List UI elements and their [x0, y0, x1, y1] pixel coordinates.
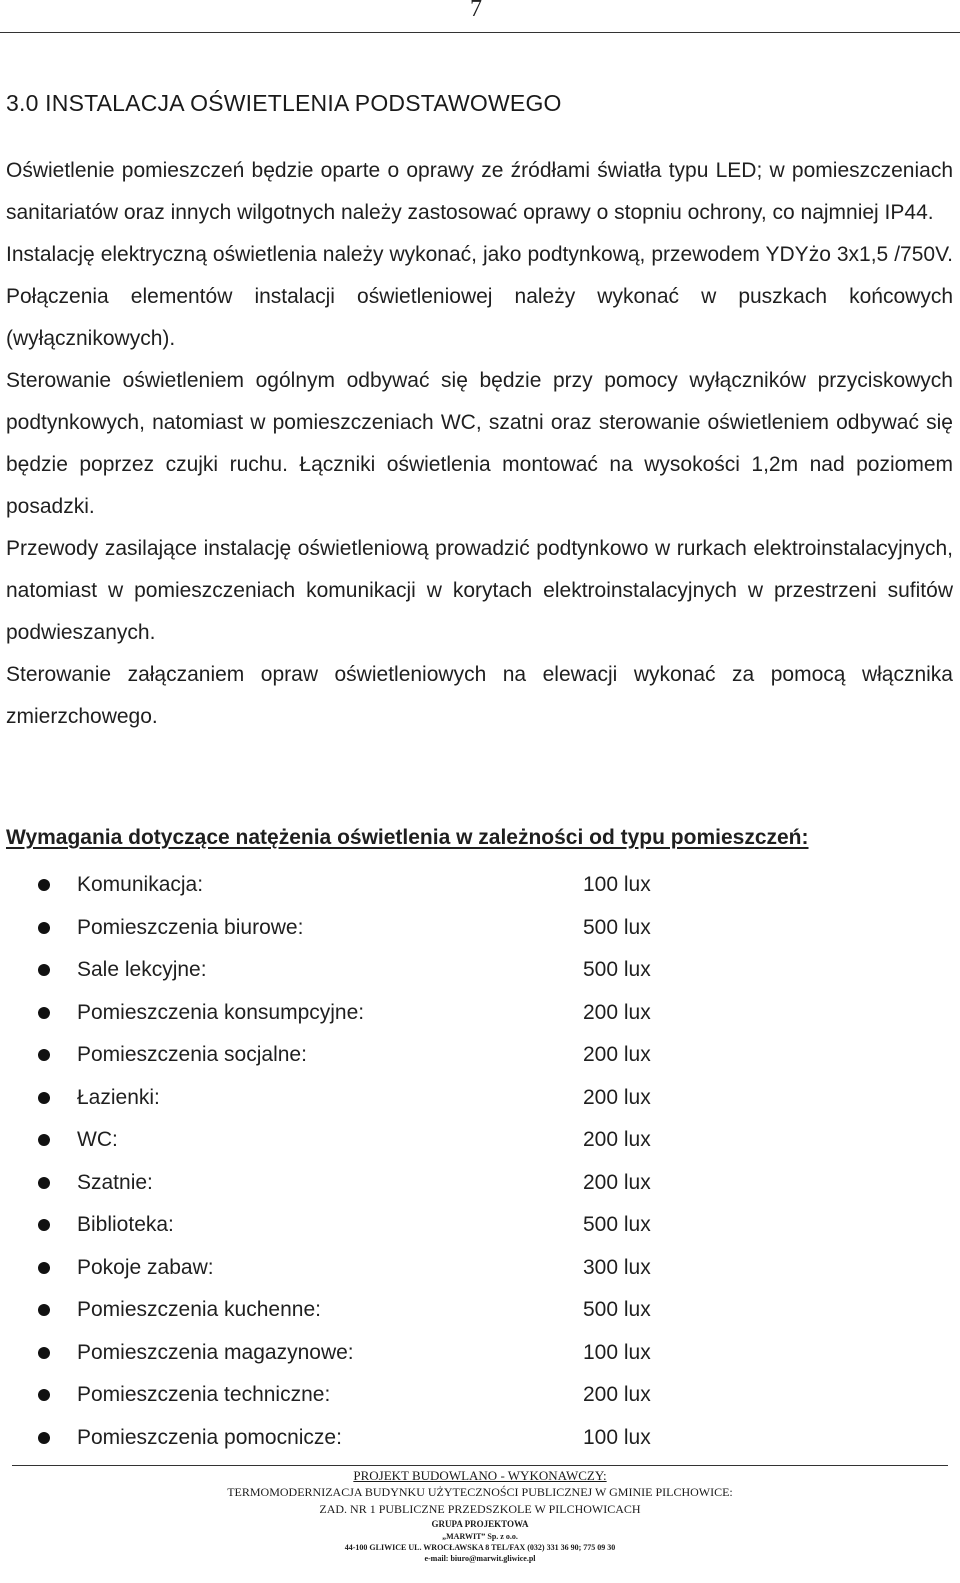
list-item: [0, 1247, 960, 1290]
room-type: Pomieszczenia magazynowe:: [77, 1340, 354, 1364]
footer-task: ZAD. NR 1 PUBLICZNE PRZEDSZKOLE W PILCHOWICACH: [319, 1502, 641, 1516]
bullet-icon: [38, 1389, 50, 1401]
page-number: 7: [470, 0, 482, 22]
lux-value: 200 lux: [583, 1170, 651, 1194]
bullet-icon: [38, 879, 50, 891]
header-rule: [0, 32, 960, 33]
room-type: Pomieszczenia konsumpcyjne:: [77, 1000, 365, 1024]
lux-value: 200 lux: [583, 1128, 651, 1151]
list-item: [0, 992, 960, 1035]
room-type: WC:: [77, 1128, 118, 1151]
list-item: [0, 1034, 960, 1077]
list-item: [0, 1417, 960, 1460]
lux-value: 100 lux: [583, 1340, 651, 1364]
lux-value: 200 lux: [583, 1085, 651, 1109]
lux-value: 500 lux: [583, 915, 651, 939]
list-item: [0, 949, 960, 992]
lux-value: 200 lux: [583, 1383, 651, 1406]
bullet-icon: [38, 1177, 50, 1189]
bullet-icon: [38, 1049, 50, 1061]
body-text: [6, 150, 953, 738]
footer-group: GRUPA PROJEKTOWA: [431, 1519, 529, 1529]
list-item: [0, 1332, 960, 1375]
footer-address: 44-100 GLIWICE UL. WROCŁAWSKA 8 TEL/FAX (032) 331 36 90; 775 09 30: [344, 1543, 616, 1552]
paragraph-facade: Sterowanie załączaniem opraw oświetleniowych na elewacji wykonać za pomocą włącznika zmierzchowego.: [6, 663, 953, 728]
paragraph-installation: Instalację elektryczną oświetlenia należy wykonać, jako podtynkową, przewodem YDYżo 3x1,5 /750V. Połączenia elementów instalacji oświetleniowej należy wykonać w puszkach końcowych (wyłącznikowych).: [6, 243, 953, 350]
bullet-icon: [38, 1262, 50, 1274]
footer-project-name: TERMOMODERNIZACJA BUDYNKU UŻYTECZNOŚCI PUBLICZNEJ W GMINIE PILCHOWICE:: [227, 1485, 733, 1499]
lux-value: 500 lux: [583, 1213, 651, 1236]
bullet-icon: [38, 1134, 50, 1146]
list-item: [0, 907, 960, 950]
bullet-icon: [38, 1007, 50, 1019]
list-item: [0, 1119, 960, 1162]
room-type: Pokoje zabaw:: [77, 1255, 214, 1279]
lux-value: 300 lux: [583, 1255, 651, 1279]
bullet-icon: [38, 964, 50, 976]
lux-value: 500 lux: [583, 958, 651, 981]
list-item: [0, 1162, 960, 1205]
list-item: [0, 1077, 960, 1120]
lux-value: 500 lux: [583, 1298, 651, 1321]
requirements-title: Wymagania dotyczące natężenia oświetlenia w zależności od typu pomieszczeń:: [6, 826, 809, 849]
room-type: Szatnie:: [77, 1170, 153, 1194]
bullet-icon: [38, 1347, 50, 1359]
room-type: Pomieszczenia pomocnicze:: [77, 1425, 342, 1449]
lux-value: 100 lux: [583, 1425, 651, 1449]
list-item: [0, 1289, 960, 1332]
page-footer: [0, 1467, 960, 1564]
list-item: [0, 1204, 960, 1247]
footer-company: „MARWIT” Sp. z o.o.: [442, 1532, 518, 1541]
room-type: Sale lekcyjne:: [77, 958, 207, 981]
footer-project-type: PROJEKT BUDOWLANO - WYKONAWCZY:: [353, 1468, 607, 1483]
footer-email: e-mail: biuro@marwit.gliwice.pl: [424, 1554, 536, 1563]
room-type: Pomieszczenia socjalne:: [77, 1043, 307, 1066]
footer-rule: [12, 1465, 948, 1466]
room-type: Łazienki:: [77, 1085, 160, 1109]
room-type: Komunikacja:: [77, 873, 204, 896]
bullet-icon: [38, 922, 50, 934]
list-item: [0, 1374, 960, 1417]
section-title: 3.0 INSTALACJA OŚWIETLENIA PODSTAWOWEGO: [6, 90, 562, 116]
lux-value: 200 lux: [583, 1000, 651, 1024]
room-type: Biblioteka:: [77, 1213, 174, 1236]
bullet-icon: [38, 1092, 50, 1104]
lux-value: 100 lux: [583, 873, 651, 896]
list-item: [0, 864, 960, 907]
requirements-list: [0, 864, 960, 1459]
bullet-icon: [38, 1219, 50, 1231]
room-type: Pomieszczenia techniczne:: [77, 1383, 331, 1406]
lux-value: 200 lux: [583, 1043, 651, 1066]
paragraph-lighting-fixtures: Oświetlenie pomieszczeń będzie oparte o oprawy ze źródłami światła typu LED; w pomieszczeniach sanitariatów oraz innych wilgotnych należy zastosować oprawy o stopniu ochrony, co najmniej IP44.: [6, 159, 953, 224]
bullet-icon: [38, 1304, 50, 1316]
paragraph-wiring: Przewody zasilające instalację oświetleniową prowadzić podtynkowo w rurkach elektroinstalacyjnych, natomiast w pomieszczeniach komunikacji w korytach elektroinstalacyjnych w przestrzeni sufitów podwieszanych.: [6, 537, 953, 644]
bullet-icon: [38, 1432, 50, 1444]
room-type: Pomieszczenia biurowe:: [77, 915, 304, 939]
room-type: Pomieszczenia kuchenne:: [77, 1298, 321, 1321]
paragraph-control: Sterowanie oświetleniem ogólnym odbywać się będzie przy pomocy wyłączników przyciskowych podtynkowych, natomiast w pomieszczeniach WC, szatni oraz sterowanie oświetleniem odbywać się będzie poprzez czujki ruchu. Łączniki oświetlenia montować na wysokości 1,2m nad poziomem posadzki.: [6, 369, 953, 518]
